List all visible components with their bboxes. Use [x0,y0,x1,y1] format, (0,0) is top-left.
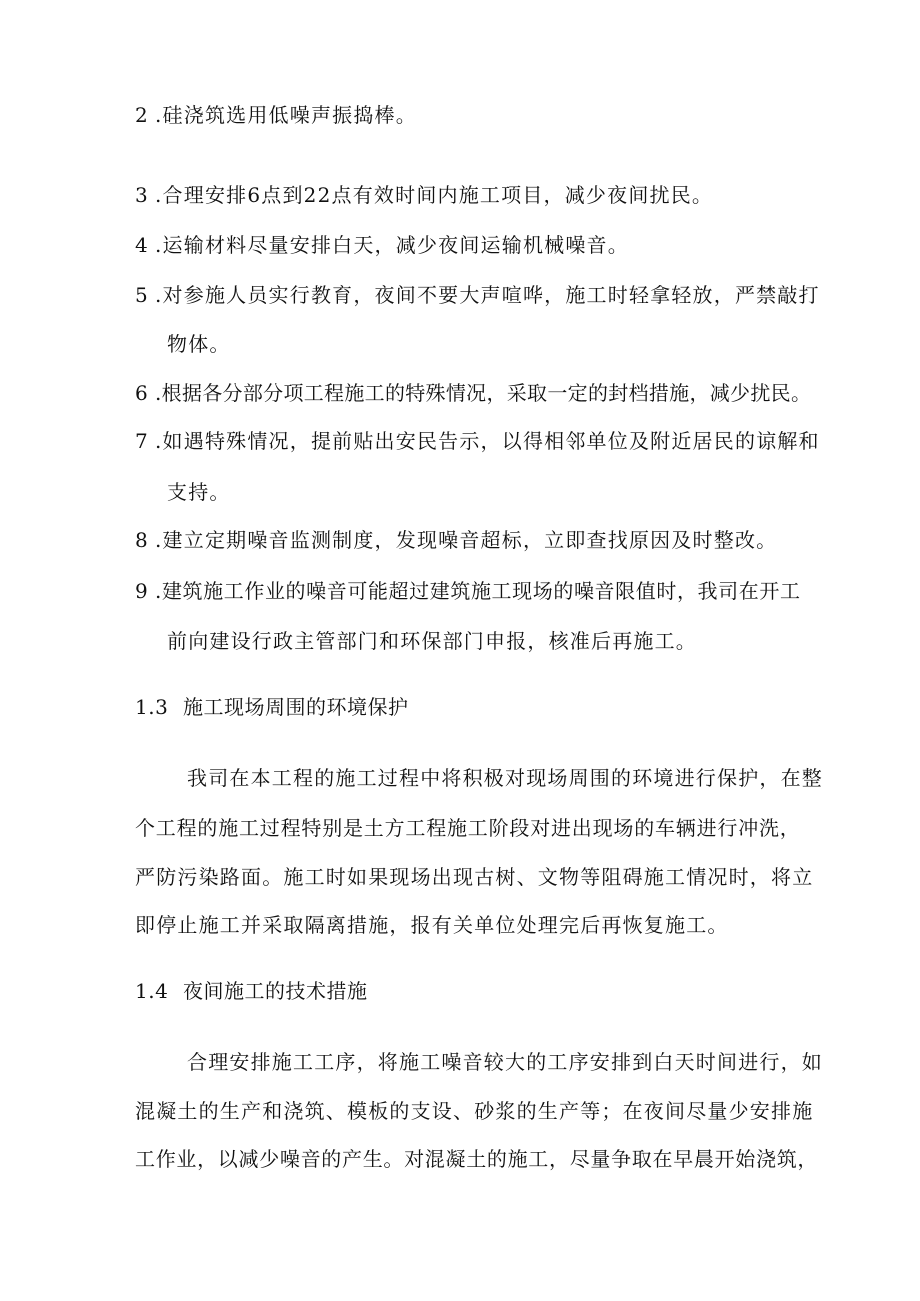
list-item-3 [135,181,713,209]
item-number: 2 [135,103,149,127]
item-number: 6 [135,381,149,405]
list-item-2 [135,101,417,129]
section-title: 夜间施工的技术措施 [183,979,368,1003]
list-item-7-continuation [167,478,231,506]
item-text: .建筑施工作业的噪音可能超过建筑施工现场的噪音限值时，我司在开工 [155,579,801,603]
item-number: 7 [135,429,149,453]
item-number: 3 [135,183,149,207]
item-text-continued: 前向建设行政主管部门和环保部门申报，核准后再施工。 [167,629,697,653]
paragraph-line: 个工程的施工过程特别是土方工程施工阶段对进出现场的车辆进行冲洗， [135,816,801,840]
section-title: 施工现场周围的环境保护 [183,695,409,719]
item-text: .建立定期噪音监测制度，发现噪音超标，立即查找原因及时整改。 [155,528,778,552]
item-number: 8 [135,528,149,552]
item-number: 9 [135,579,149,603]
item-text: .对参施人员实行教育，夜间不要大声喧哗，施工时轻拿轻放，严禁敲打 [155,283,820,307]
item-number: 4 [135,233,149,257]
list-item-9-continuation [167,627,697,655]
item-text: .运输材料尽量安排白天，减少夜间运输机械噪音。 [155,233,629,257]
item-text-continued: 物体。 [167,332,231,356]
paragraph-line: 工作业，以减少噪音的产生。对混凝土的施工，尽量争取在早晨开始浇筑， [135,1147,819,1171]
item-text: .硅浇筑选用低噪声振捣棒。 [155,103,417,127]
paragraph-line: 严防污染路面。施工时如果现场出现古树、文物等阻碍施工情况时，将立 [135,865,814,889]
list-item-9 [135,577,801,605]
item-text: .如遇特殊情况，提前贴出安民告示，以得相邻单位及附近居民的谅解和 [155,429,820,453]
paragraph-line: 我司在本工程的施工过程中将积极对现场周围的环境进行保护，在整 [187,766,823,790]
section-heading-1-3 [135,693,409,721]
section-heading-1-4 [135,977,368,1005]
item-text: .合理安排6点到22点有效时间内施工项目，减少夜间扰民。 [155,183,714,207]
item-text: .根据各分部分项工程施工的特殊情况，采取一定的封档措施，减少扰民。 [155,381,812,405]
section-number: 1.4 [135,979,169,1003]
list-item-5-continuation [167,330,231,358]
paragraph-line: 合理安排施工工序，将施工噪音较大的工序安排到白天时间进行，如 [187,1050,823,1074]
list-item-6 [135,379,811,407]
list-item-8 [135,526,777,554]
section-number: 1.3 [135,695,169,719]
paragraph-line: 即停止施工并采取隔离措施，报有关单位处理完后再恢复施工。 [135,913,729,937]
item-number: 5 [135,283,149,307]
list-item-7 [135,427,820,455]
item-text-continued: 支持。 [167,480,231,504]
list-item-5 [135,281,820,309]
list-item-4 [135,231,629,259]
paragraph-line: 混凝土的生产和浇筑、模板的支设、砂浆的生产等；在夜间尽量少安排施 [135,1099,814,1123]
